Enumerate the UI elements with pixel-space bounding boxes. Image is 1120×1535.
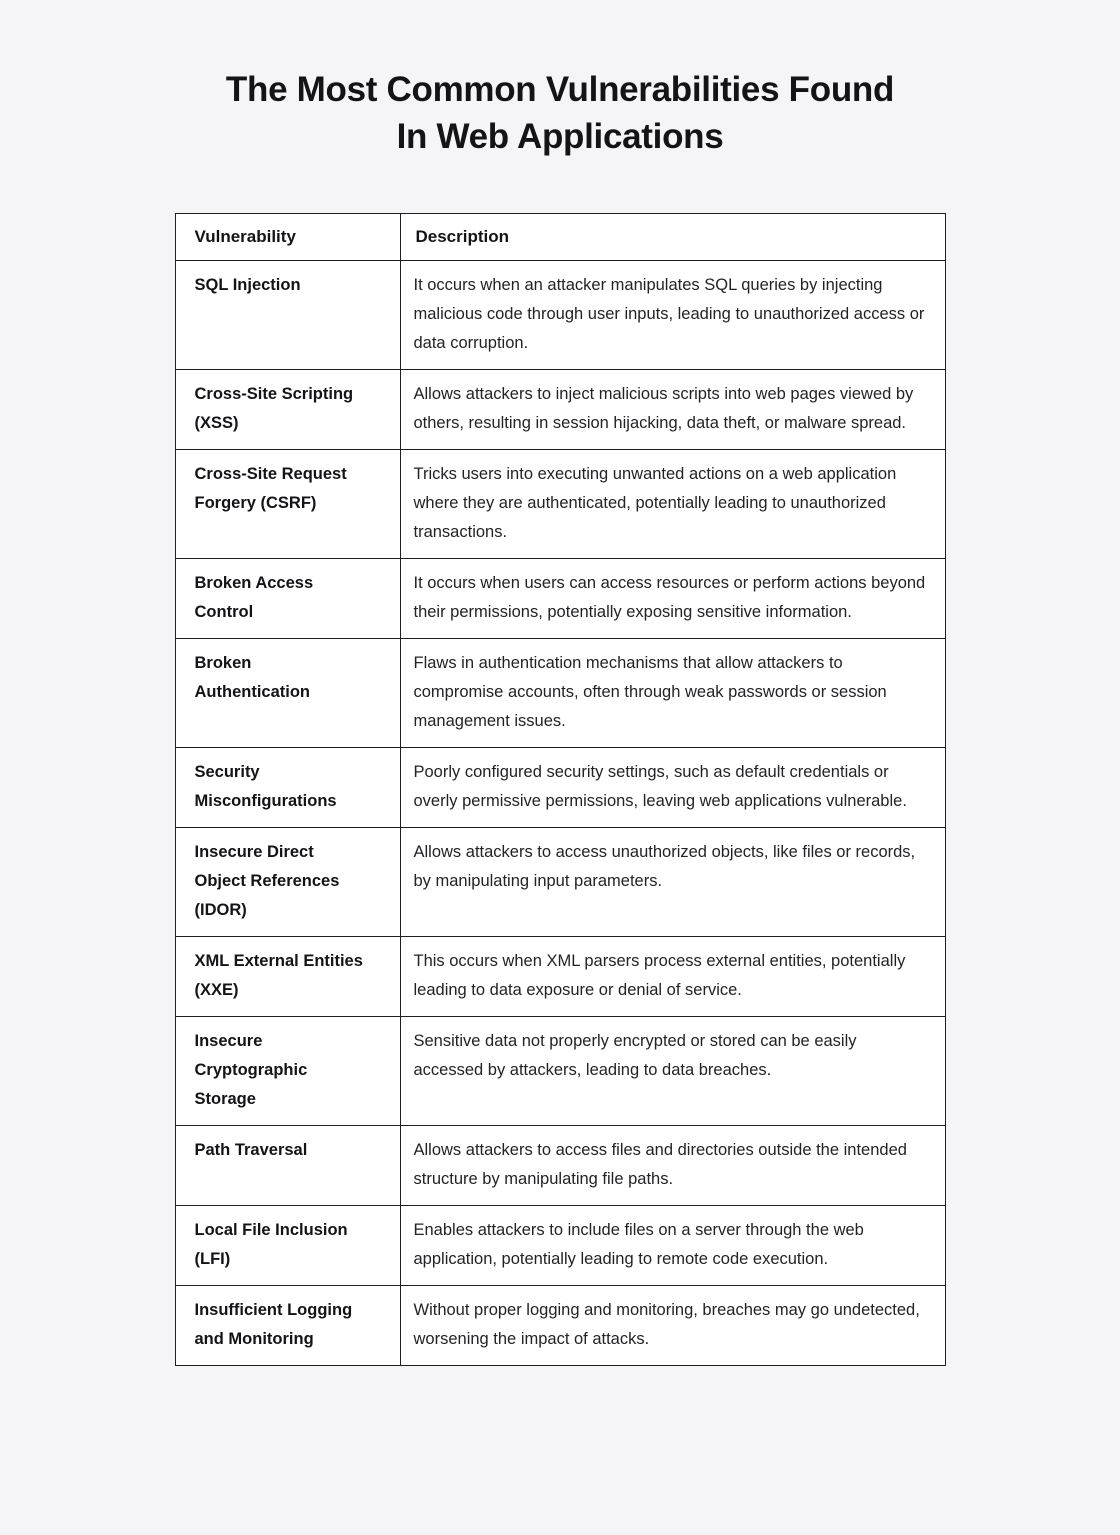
table-row: [175, 828, 945, 937]
page-title: [0, 66, 1120, 160]
description-cell: Allows attackers to inject malicious scripts into web pages viewed by others, resulting in session hijacking, data theft, or malware spread.: [400, 370, 945, 450]
table-body: [175, 261, 945, 1366]
page-title-line1: The Most Common Vulnerabilities Found: [225, 70, 895, 109]
description-cell: Without proper logging and monitoring, breaches may go undetected, worsening the impact of attacks.: [400, 1286, 945, 1366]
vulnerability-cell: Path Traversal: [175, 1126, 400, 1206]
description-cell: Enables attackers to include files on a server through the web application, potentially leading to remote code execution.: [400, 1206, 945, 1286]
table-row: [175, 1206, 945, 1286]
description-cell: Tricks users into executing unwanted actions on a web application where they are authenticated, potentially leading to unauthorized transactions.: [400, 450, 945, 559]
vulnerability-cell: XML External Entities (XXE): [175, 937, 400, 1017]
description-cell: It occurs when users can access resources or perform actions beyond their permissions, potentially exposing sensitive information.: [400, 559, 945, 639]
description-cell: Flaws in authentication mechanisms that allow attackers to compromise accounts, often through weak passwords or session management issues.: [400, 639, 945, 748]
table-row: [175, 559, 945, 639]
vulnerability-cell: Local File Inclusion (LFI): [175, 1206, 400, 1286]
vulnerability-column-header: Vulnerability: [175, 214, 400, 261]
vulnerability-cell: Insufficient Logging and Monitoring: [175, 1286, 400, 1366]
table-row: [175, 937, 945, 1017]
description-cell: Allows attackers to access files and directories outside the intended structure by manipulating file paths.: [400, 1126, 945, 1206]
table-row: [175, 261, 945, 370]
description-cell: Poorly configured security settings, such as default credentials or overly permissive permissions, leaving web applications vulnerable.: [400, 748, 945, 828]
vulnerability-cell: SQL Injection: [175, 261, 400, 370]
table-row: [175, 370, 945, 450]
vulnerability-cell: Cross-Site Request Forgery (CSRF): [175, 450, 400, 559]
table-row: [175, 1286, 945, 1366]
vulnerability-cell: Insecure Direct Object References (IDOR): [175, 828, 400, 937]
vulnerabilities-table: [175, 213, 946, 1366]
description-cell: Allows attackers to access unauthorized objects, like files or records, by manipulating input parameters.: [400, 828, 945, 937]
vulnerability-cell: Insecure Cryptographic Storage: [175, 1017, 400, 1126]
table-row: [175, 639, 945, 748]
table-row: [175, 748, 945, 828]
table-row: [175, 450, 945, 559]
description-cell: This occurs when XML parsers process external entities, potentially leading to data exposure or denial of service.: [400, 937, 945, 1017]
table-row: [175, 1126, 945, 1206]
vulnerability-cell: Broken Authentication: [175, 639, 400, 748]
description-cell: It occurs when an attacker manipulates SQL queries by injecting malicious code through user inputs, leading to unauthorized access or data corruption.: [400, 261, 945, 370]
page-title-line2: In Web Applications: [396, 117, 724, 156]
vulnerability-cell: Cross-Site Scripting (XSS): [175, 370, 400, 450]
description-cell: Sensitive data not properly encrypted or stored can be easily accessed by attackers, leading to data breaches.: [400, 1017, 945, 1126]
table-header-row: [175, 214, 945, 261]
vulnerability-cell: Security Misconfigurations: [175, 748, 400, 828]
description-column-header: Description: [400, 214, 945, 261]
table-row: [175, 1017, 945, 1126]
vulnerability-cell: Broken Access Control: [175, 559, 400, 639]
